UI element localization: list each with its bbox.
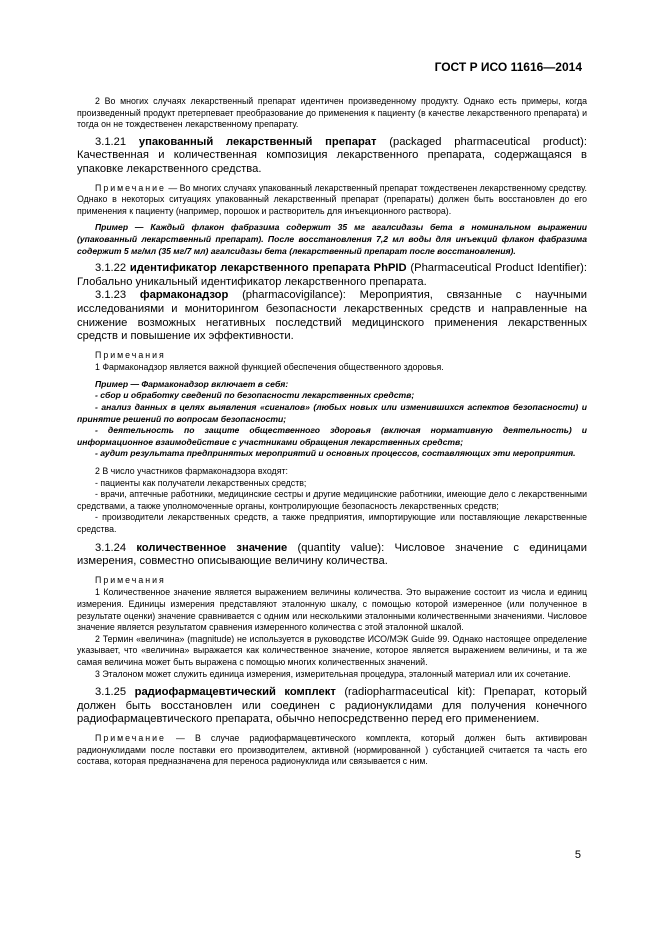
note-3: 3 Эталоном может служить единица измерения, измерительная процедура, эталонный материал или их сочетание.: [95, 668, 571, 679]
example-3-1-21: Пример — Каждый флакон фабразима содержит 35 мг агалсидазы бета в номинальном выражении (упакованный лекарственный препарат). После восстановления 7,2 мл воды для инъекций флакон фабразима содержит 5 мг/мл (35 мг/7 мл) агалсидазы бета (лекарственный препарат после восстановления).: [77, 222, 587, 256]
term: количественное значение: [136, 541, 288, 554]
note-3-1-25: [77, 733, 587, 768]
definition: Препарат, который должен быть восстановлен или соединен с радионуклидами для получения конечного радиофармацевтического препарата, обычно непосредственно перед его применением.: [77, 686, 588, 726]
top-note: 2 Во многих случаях лекарственный препарат идентичен произведенному продукту. Однако есть примеры, когда произведенный продукт претерпевает преобразование до применения к пациенту (в качестве лекарственного препарата) и тогда он не тождественен лекарственному препарату.: [77, 96, 587, 130]
definition: Качественная и количественная композиция лекарственного препарата, содержащаяся в упаковке лекарственного средства.: [77, 149, 587, 175]
example-title: Пример — Фармаконадзор включает в себя:: [95, 378, 289, 389]
definition: Числовое значение с единицами измерения, совместно описывающие величину количества.: [77, 541, 587, 568]
note-2: 2 Термин «величина» (magnitude) не используется в руководстве ИСО/МЭК Guide 99. Однако настоящее определение указывает, что «величина» выражается как количественное значение, которое является выражением величины, и та же самая величина может быть выражена с помощью многих количественных значений.: [77, 633, 587, 667]
term-english: (Pharmaceutical Product Identifier):: [410, 262, 588, 275]
section-3-1-24: [77, 542, 587, 569]
note-text: — В случае радиофармацевтического комплекта, который должен быть активирован радионуклидами после поставки его производителем, активной (нормированной ) субстанцией считается та часть его состава, которая предназначена для переноса радионуклида или связывается с ним.: [77, 732, 588, 767]
section-number: 3.1.21: [95, 135, 127, 148]
term-english: (radiopharmaceutical kit):: [344, 686, 476, 699]
document-code: ГОСТ Р ИСО 11616—2014: [434, 60, 582, 74]
example-item: - анализ данных в целях выявления «сигналов» (любых новых или изменившихся аспектов безопасности) и принятие решений по вопросам безопасности;: [77, 402, 587, 424]
term: фармаконадзор: [139, 289, 229, 302]
section-3-1-23: [77, 289, 587, 343]
note-3-1-21: [77, 183, 587, 218]
example-item: - деятельность по защите общественного здоровья (включая нормативную деятельность) и информационное взаимодействие с участниками обращения лекарственных средств;: [77, 425, 587, 447]
definition: Глобально уникальный идентификатор лекарственного препарата.: [77, 275, 427, 288]
example-item: - сбор и обработку сведений по безопасности лекарственных средств;: [95, 390, 415, 401]
term: радиофармацевтический комплект: [134, 686, 336, 699]
term: упакованный лекарственный препарат: [138, 135, 377, 148]
section-number: 3.1.22: [95, 262, 127, 275]
notes-label: Примечания: [95, 349, 166, 360]
term-english: (packaged pharmaceutical product):: [389, 135, 587, 148]
note-2: 2 В число участников фармаконадзора входят:: [95, 466, 288, 477]
definition: Мероприятия, связанные с научными исследованиями и мониторингом безопасности лекарственных средств и направленные на снижение возможных негативных последствий медицинского применения лекарственных средств и повышение их эффективности.: [77, 289, 587, 343]
note-label: Примечание: [95, 182, 166, 193]
page-number: 5: [574, 849, 581, 861]
note-label: Примечание: [95, 732, 166, 743]
example-item: - аудит результата предпринятых мероприятий и основных процессов, составляющих эти мероприятия.: [95, 448, 576, 459]
section-number: 3.1.25: [95, 686, 127, 699]
list-item: - врачи, аптечные работники, медицинские сестры и другие медицинские работники, имеющие дело с лекарственными средствами, а также уполномоченные органы, контролирующие безопасность лекарственных средств;: [77, 489, 587, 511]
section-number: 3.1.23: [95, 289, 127, 302]
notes-label: Примечания: [95, 574, 166, 585]
section-3-1-25: [77, 686, 587, 727]
section-number: 3.1.24: [95, 541, 127, 554]
term: идентификатор лекарственного препарата PhPID: [129, 262, 407, 275]
note-1: 1 Количественное значение является выражением величины количества. Это выражение состоит из числа и единиц измерения. Единицы измерения представляют эталонную шкалу, с помощью которой измеренное (или полученное в результате оценки) значение сравнивается с одним или несколькими эталонными количественными значениями. Числовое значение является результатом сравнения измеренного количества с этой эталонной шкалой.: [77, 587, 587, 633]
list-item: - пациенты как получатели лекарственных средств;: [95, 477, 307, 488]
list-item: - производители лекарственных средств, а также предприятия, импортирующие или поставляющие лекарственные средства.: [77, 512, 587, 534]
document-body: [77, 96, 587, 773]
section-3-1-21: [77, 136, 587, 177]
note-text: — Во многих случаях упакованный лекарственный препарат тождественен лекарственному средству. Однако в некоторых ситуациях упакованный лекарственный препарат (препараты) должен быть восстановлен до его применения к пациенту (например, порошок и растворитель для инъекционного раствора).: [77, 182, 587, 216]
term-english: (quantity value):: [297, 541, 385, 554]
term-english: (pharmacovigilance):: [242, 289, 346, 302]
section-3-1-22: [77, 262, 587, 289]
note-1: 1 Фармаконадзор является важной функцией обеспечения общественного здоровья.: [95, 362, 444, 373]
